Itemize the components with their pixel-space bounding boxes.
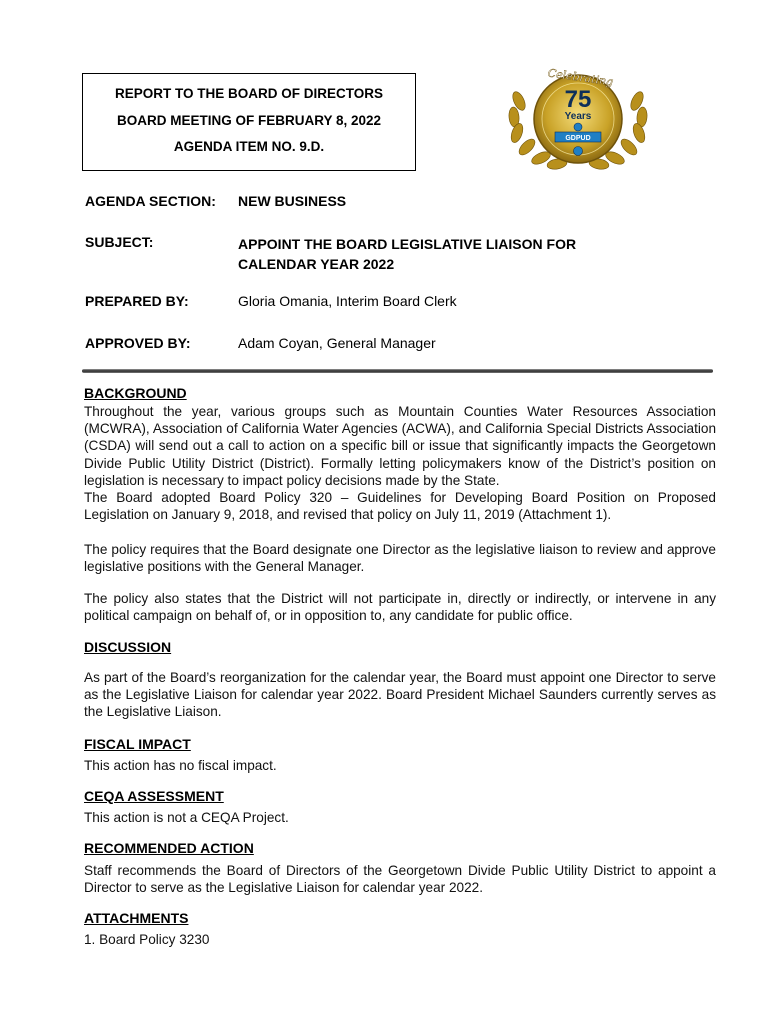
agenda-section-value: NEW BUSINESS xyxy=(238,193,347,209)
background-paragraph-1: Throughout the year, various groups such as Mountain Counties Water Resources Association (MCWRA), Association of California Water Agencies (ACWA), and California Special Districts Association (CSDA) will send out a call to action on a specific bill or issue that significantly impacts the Georgetown Divide Public Utility District (District). Formally letting policymakers know of the District’s position on legislation is necessary to impact policy decisions made by the State. xyxy=(84,404,716,488)
subject-line-1: APPOINT THE BOARD LEGISLATIVE LIAISON FOR xyxy=(238,236,577,252)
background-paragraph-3: The policy requires that the Board designate one Director as the legislative liaison to review and approve legislative positions with the General Manager. xyxy=(84,542,716,575)
approved-by-value: Adam Coyan, General Manager xyxy=(238,335,436,351)
subject-line-2: CALENDAR YEAR 2022 xyxy=(238,256,395,272)
meeting-date: BOARD MEETING OF FEBRUARY 8, 2022 xyxy=(116,113,382,128)
logo-number: 75 xyxy=(564,86,592,113)
background-section xyxy=(84,403,716,523)
recommended-action-heading: RECOMMENDED ACTION xyxy=(84,840,254,856)
report-header-box xyxy=(82,73,416,171)
prepared-by-label: PREPARED BY: xyxy=(85,293,189,309)
logo-script-text: Celebrating xyxy=(546,66,615,89)
fiscal-impact-heading: FISCAL IMPACT xyxy=(84,736,191,752)
agenda-section-label: AGENDA SECTION: xyxy=(85,193,216,209)
attachment-item[interactable]: 1. Board Policy 3230 xyxy=(84,932,210,947)
report-title: REPORT TO THE BOARD OF DIRECTORS xyxy=(114,86,384,101)
logo-word: Years xyxy=(564,111,592,122)
background-paragraph-2: The Board adopted Board Policy 320 – Guidelines for Developing Board Position on Proposed Legislation on January 9, 2018, and revised that policy on July 11, 2019 (Attachment 1). xyxy=(84,490,716,523)
recommended-action-text: Staff recommends the Board of Directors of the Georgetown Divide Public Utility District to appoint a Director to serve as the Legislative Liaison for calendar year 2022. xyxy=(84,863,716,896)
discussion-paragraph: As part of the Board’s reorganization for the calendar year, the Board must appoint one Director to serve as the Legislative Liaison for calendar year 2022. Board President Michael Saunders currently serves as the Legislative Liaison. xyxy=(84,670,716,720)
attachments-heading: ATTACHMENTS xyxy=(84,910,189,926)
subject-label: SUBJECT: xyxy=(85,234,154,250)
subject-value xyxy=(238,234,658,274)
section-divider xyxy=(82,369,713,373)
prepared-by-value: Gloria Omania, Interim Board Clerk xyxy=(238,293,457,309)
agenda-item-number: AGENDA ITEM NO. 9.D. xyxy=(173,139,325,154)
background-heading: BACKGROUND xyxy=(84,385,187,401)
logo-banner-text: GDPUD xyxy=(565,135,591,142)
background-paragraph-4: The policy also states that the District will not participate in, directly or indirectly, or intervene in any political campaign on behalf of, or in opposition to, any candidate for public office. xyxy=(84,591,716,624)
discussion-heading: DISCUSSION xyxy=(84,639,172,655)
anniversary-logo xyxy=(505,63,651,175)
fiscal-impact-text: This action has no fiscal impact. xyxy=(84,758,277,773)
ceqa-text: This action is not a CEQA Project. xyxy=(84,810,289,825)
ceqa-heading: CEQA ASSESSMENT xyxy=(84,788,224,804)
approved-by-label: APPROVED BY: xyxy=(85,335,191,351)
